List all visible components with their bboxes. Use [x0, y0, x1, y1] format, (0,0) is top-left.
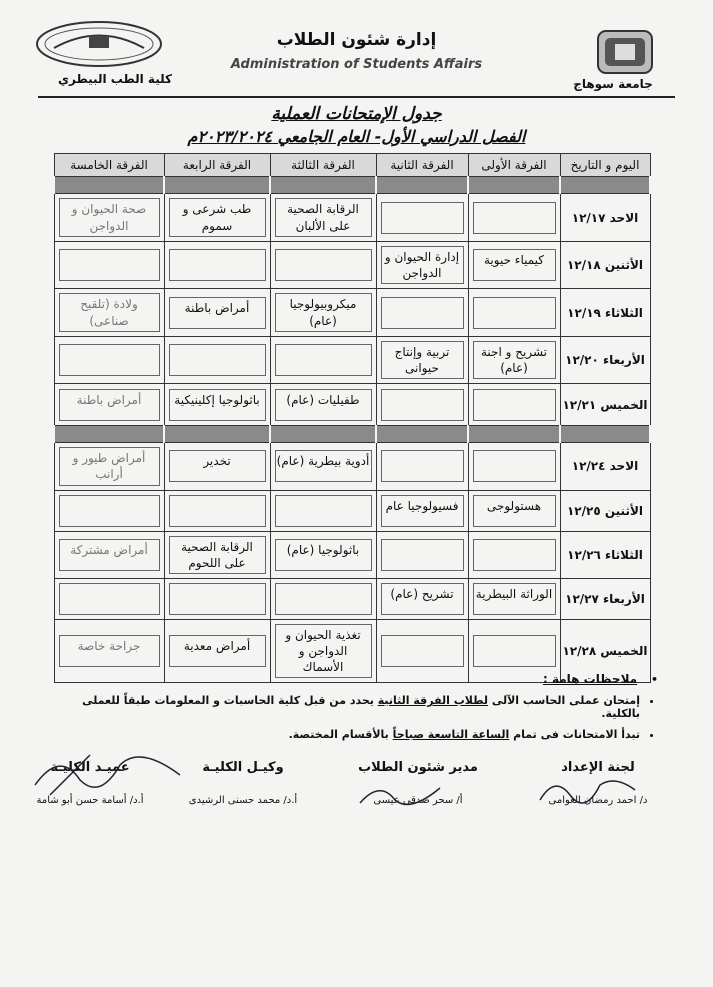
- exam-cell: [54, 194, 164, 242]
- exam-cell: [164, 194, 270, 242]
- table-row: [54, 578, 650, 619]
- exam-subject: [59, 583, 160, 615]
- exam-cell: [468, 443, 560, 490]
- exam-subject: [169, 583, 266, 615]
- separator-cell: [54, 426, 164, 443]
- exam-subject: [169, 495, 266, 527]
- exam-cell: [270, 289, 376, 336]
- department-title-ar: إدارة شئون الطلاب: [276, 30, 437, 50]
- signature-name: أ/ سحر صدقى عيسى: [373, 795, 463, 806]
- exam-cell: [164, 531, 270, 578]
- exam-subject: [381, 635, 464, 667]
- note-item: [58, 728, 640, 741]
- exam-subject: [275, 344, 372, 376]
- exam-subject: هستولوجى: [473, 495, 556, 527]
- separator-cell: [54, 177, 164, 194]
- exam-subject: أمراض باطنة: [59, 389, 160, 421]
- exam-cell: [270, 242, 376, 289]
- column-header: الفرقة الثالثة: [270, 154, 376, 177]
- day-date-cell: الاحد ١٢/١٧: [560, 194, 650, 242]
- table-row: [54, 384, 650, 426]
- exam-cell: [468, 490, 560, 531]
- exam-subject: [381, 539, 464, 571]
- exam-cell: [468, 336, 560, 383]
- exam-subject: [473, 635, 556, 667]
- exam-cell: [164, 289, 270, 336]
- week-separator: [54, 177, 650, 194]
- exam-schedule-table: [55, 153, 651, 675]
- document-subtitle: الفصل الدراسي الأول- العام الجامعي ٢٠٢٣/٢٠٢٤م: [187, 127, 526, 146]
- signature-title: وكيـل الكليـة: [202, 760, 284, 775]
- exam-subject: [381, 202, 464, 234]
- bullet-icon: •: [650, 673, 658, 686]
- exam-subject: [381, 297, 464, 329]
- exam-cell: [164, 242, 270, 289]
- exam-cell: [376, 242, 468, 289]
- exam-cell: [270, 194, 376, 242]
- day-date-cell: الاحد ١٢/٢٤: [560, 443, 650, 490]
- exam-subject: باثولوجيا (عام): [275, 539, 372, 571]
- day-date-cell: الأربعاء ١٢/٢٧: [560, 578, 650, 619]
- week-separator: [54, 426, 650, 443]
- separator-cell: [164, 177, 270, 194]
- exam-subject: [169, 344, 266, 376]
- exam-subject: [275, 495, 372, 527]
- table-row: [54, 289, 650, 336]
- table-row: [54, 242, 650, 289]
- important-notes: [58, 672, 658, 749]
- exam-subject: ميكروبيولوجيا (عام): [275, 293, 372, 331]
- exam-subject: [473, 539, 556, 571]
- department-title-en: Administration of Students Affairs: [230, 57, 483, 72]
- day-date-cell: الخميس ١٢/٢٨: [560, 619, 650, 683]
- exam-subject: الرقابة الصحية على الألبان: [275, 198, 372, 236]
- exam-subject: جراحة خاصة: [59, 635, 160, 667]
- exam-subject: طفيليات (عام): [275, 389, 372, 421]
- table-row: [54, 490, 650, 531]
- column-header: الفرقة الأولى: [468, 154, 560, 177]
- exam-subject: باثولوجيا إكلينيكية: [169, 389, 266, 421]
- exam-subject: أمراض باطنة: [169, 297, 266, 329]
- exam-subject: [169, 249, 266, 281]
- exam-subject: أمراض معدية: [169, 635, 266, 667]
- exam-cell: [270, 578, 376, 619]
- note-emphasis: الساعة التاسعة صباحاً: [392, 728, 510, 741]
- exam-subject: [381, 450, 464, 482]
- exam-subject: أمراض مشتركة: [59, 539, 160, 571]
- exam-cell: [270, 443, 376, 490]
- day-date-cell: الأثنين ١٢/١٨: [560, 242, 650, 289]
- signature-scribble-icon: [355, 778, 445, 813]
- day-date-cell: الأربعاء ١٢/٢٠: [560, 336, 650, 383]
- note-text: إمتحان عملى الحاسب الآلى: [488, 694, 640, 707]
- exam-cell: [164, 578, 270, 619]
- exam-cell: [54, 384, 164, 426]
- day-date-cell: الخميس ١٢/٢١: [560, 384, 650, 426]
- exam-subject: [275, 583, 372, 615]
- day-date-cell: الثلاثاء ١٢/١٩: [560, 289, 650, 336]
- exam-subject: تشريح و اجنة (عام): [473, 341, 556, 379]
- signature-scribble-icon: [30, 745, 190, 805]
- note-text: تبدأ الامتحانات فى تمام: [509, 728, 640, 741]
- exam-cell: [164, 384, 270, 426]
- exam-cell: [164, 490, 270, 531]
- column-header: اليوم و التاريخ: [560, 154, 650, 177]
- exam-cell: [270, 336, 376, 383]
- faculty-name: كلية الطب البيطري: [58, 72, 172, 86]
- exam-subject: تشريح (عام): [381, 583, 464, 615]
- exam-subject: الرقابة الصحية على اللحوم: [169, 536, 266, 574]
- day-date-cell: الأثنين ١٢/٢٥: [560, 490, 650, 531]
- exam-cell: [270, 384, 376, 426]
- exam-cell: [54, 578, 164, 619]
- exam-cell: [54, 336, 164, 383]
- separator-cell: [560, 426, 650, 443]
- exam-cell: [270, 490, 376, 531]
- letterhead: [20, 10, 693, 105]
- exam-subject: [275, 249, 372, 281]
- signature-block: [168, 760, 318, 806]
- note-emphasis: لطلاب الفرقة الثانية: [377, 694, 488, 707]
- document-title: جدول الإمتحانات العملية: [271, 104, 442, 124]
- separator-cell: [376, 177, 468, 194]
- exam-subject: [381, 389, 464, 421]
- exam-cell: [376, 336, 468, 383]
- exam-subject: الوراثة البيطرية: [473, 583, 556, 615]
- separator-cell: [164, 426, 270, 443]
- exam-cell: [54, 443, 164, 490]
- exam-subject: تغذية الحيوان و الدواجن و الأسماك: [275, 624, 372, 679]
- exam-subject: [473, 389, 556, 421]
- table-row: [54, 531, 650, 578]
- note-text: يحدد من قبل كلية الحاسبات و المعلومات طبقاً للعملى بالكلية.: [82, 694, 640, 720]
- university-name: جامعة سوهاج: [573, 77, 653, 91]
- exam-cell: [468, 531, 560, 578]
- signature-title: لجنة الإعداد: [561, 760, 635, 775]
- exam-cell: [468, 289, 560, 336]
- exam-subject: أدوية بيطرية (عام): [275, 450, 372, 482]
- exam-cell: [468, 578, 560, 619]
- exam-cell: [376, 194, 468, 242]
- signature-title: عميـد الكليـة: [50, 760, 130, 775]
- notes-heading: ملاحظات هامة :: [542, 672, 638, 686]
- separator-cell: [560, 177, 650, 194]
- exam-cell: [54, 289, 164, 336]
- exam-cell: [270, 531, 376, 578]
- separator-cell: [270, 426, 376, 443]
- separator-cell: [468, 177, 560, 194]
- signature-name: أ.د/ محمد حسنى الرشيدى: [188, 795, 298, 806]
- exam-subject: فسيولوجيا عام: [381, 495, 464, 527]
- exam-subject: أمراض طيور و أرانب: [59, 447, 160, 485]
- exam-cell: [468, 194, 560, 242]
- signature-title: مدير شئون الطلاب: [358, 760, 478, 775]
- column-header: الفرقة الثانية: [376, 154, 468, 177]
- exam-subject: [473, 297, 556, 329]
- exam-subject: صحة الحيوان و الدواجن: [59, 198, 160, 236]
- exam-subject: [59, 249, 160, 281]
- separator-cell: [468, 426, 560, 443]
- exam-subject: تخدير: [169, 450, 266, 482]
- signature-name: أ.د/ أسامة حسن أبو شامة: [36, 795, 144, 806]
- table-row: [54, 443, 650, 490]
- separator-cell: [270, 177, 376, 194]
- exam-cell: [376, 578, 468, 619]
- exam-cell: [164, 336, 270, 383]
- note-item: [58, 694, 640, 720]
- column-header: الفرقة الخامسة: [54, 154, 164, 177]
- note-text: بالأقسام المختصة.: [288, 728, 393, 741]
- table-header-row: [54, 154, 650, 177]
- exam-subject: [59, 495, 160, 527]
- exam-cell: [468, 384, 560, 426]
- table-row: [54, 194, 650, 242]
- signature-name: د/ احمد رمضان العوامى: [548, 795, 648, 806]
- exam-cell: [376, 289, 468, 336]
- exam-cell: [376, 384, 468, 426]
- exam-cell: [376, 490, 468, 531]
- exam-subject: تربية وإنتاج حيوانى: [381, 341, 464, 379]
- exam-cell: [376, 443, 468, 490]
- exam-cell: [54, 531, 164, 578]
- exam-subject: إدارة الحيوان و الدواجن: [381, 246, 464, 284]
- exam-subject: طب شرعى و سموم: [169, 198, 266, 236]
- exam-cell: [164, 443, 270, 490]
- exam-subject: [473, 450, 556, 482]
- day-date-cell: الثلاثاء ١٢/٢٦: [560, 531, 650, 578]
- header-divider: [38, 96, 675, 98]
- exam-cell: [54, 242, 164, 289]
- table-row: [54, 336, 650, 383]
- exam-cell: [376, 531, 468, 578]
- signature-scribble-icon: [535, 770, 645, 810]
- column-header: الفرقة الرابعة: [164, 154, 270, 177]
- exam-subject: [59, 344, 160, 376]
- exam-cell: [468, 242, 560, 289]
- separator-cell: [376, 426, 468, 443]
- exam-cell: [54, 490, 164, 531]
- exam-subject: كيمياء حيوية: [473, 249, 556, 281]
- exam-subject: [473, 202, 556, 234]
- exam-subject: ولادة (تلقيح صناعى): [59, 293, 160, 331]
